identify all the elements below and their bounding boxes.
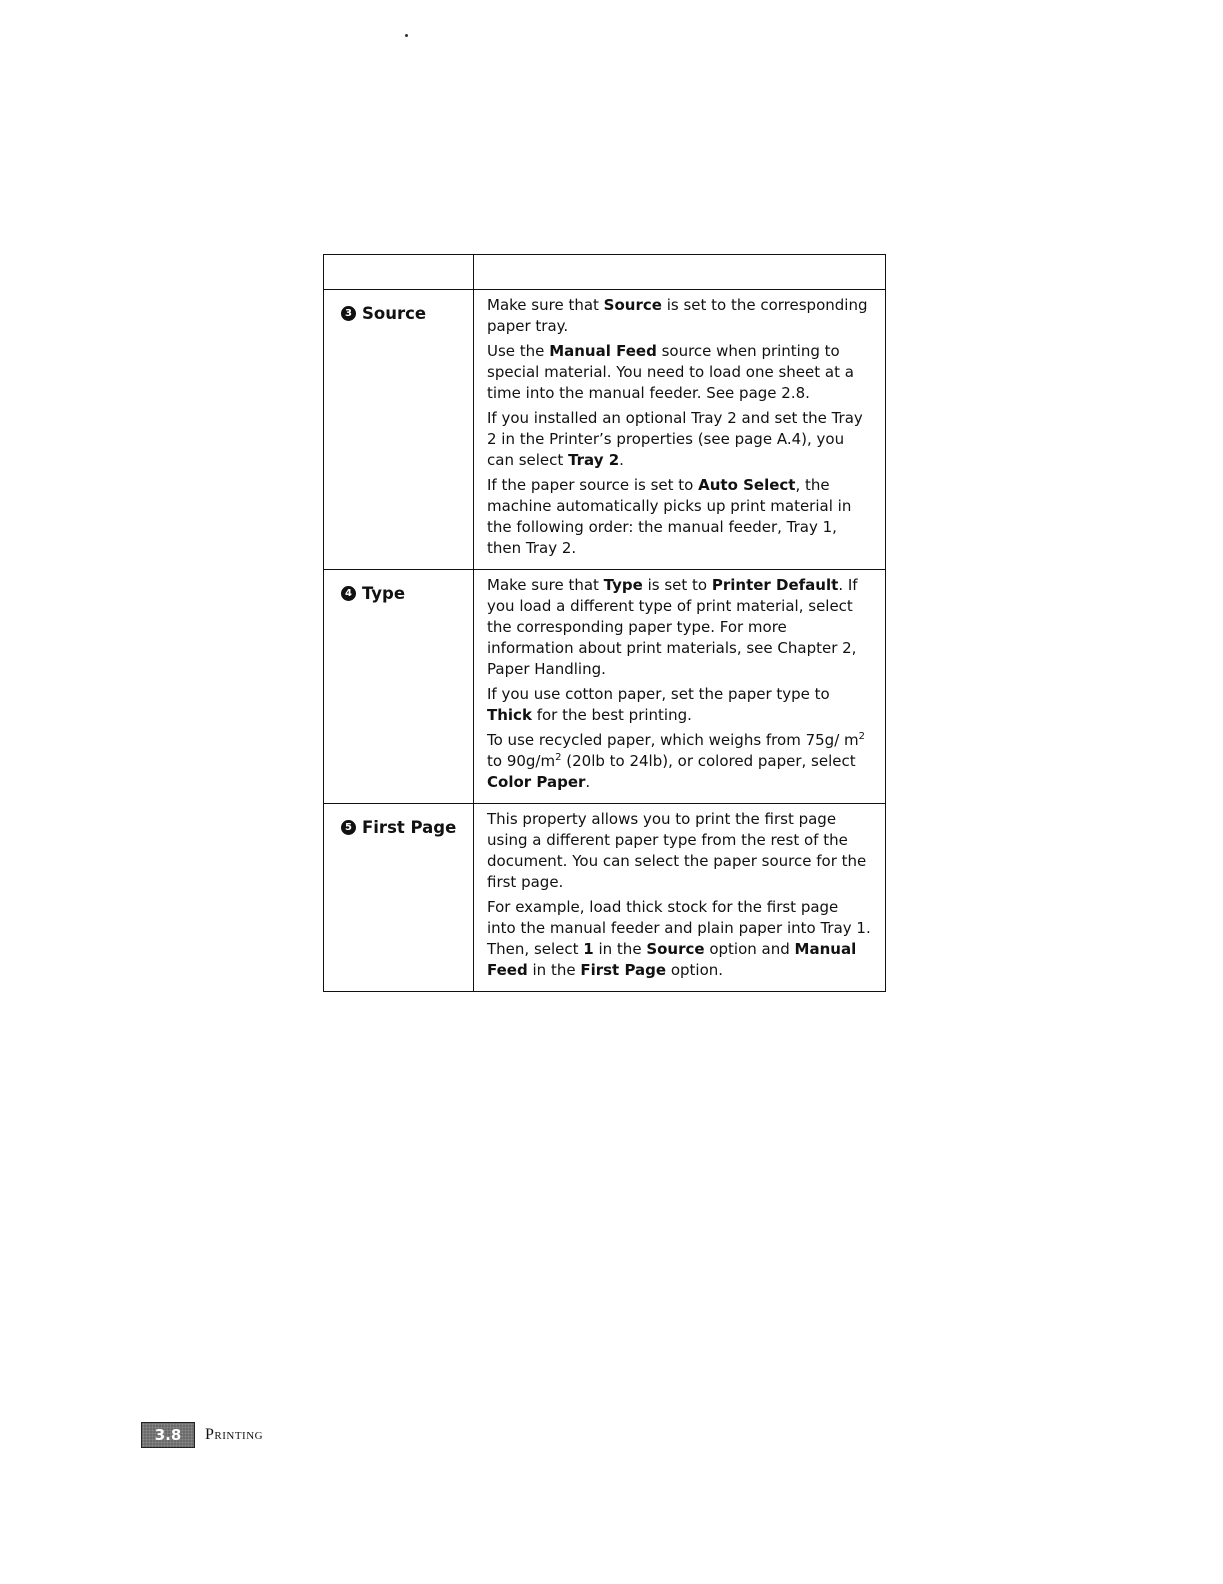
description-paragraph [487,575,871,680]
bold-term: Manual Feed [487,940,857,979]
text-run: option. [666,961,724,979]
text-run: source when printing to special material. You need to load one sheet at a time into the manual feeder. See page 2.8. [487,342,854,402]
text-run: is set to the corresponding paper tray. [487,296,868,335]
text-run: If the paper source is set to [487,476,699,494]
bold-term: Auto Select [698,476,796,494]
description-paragraph [487,730,871,793]
table-row [324,570,886,804]
table-row [324,290,886,570]
bold-term: Type [603,576,643,594]
description-paragraph [487,295,871,337]
property-name: Type [362,584,406,603]
text-run: . [619,451,624,469]
bold-term: Source [646,940,705,958]
text-run: option and [704,940,795,958]
text-run: Use the [487,342,550,360]
bold-term: First Page [580,961,667,979]
text-run: . [585,773,591,791]
description-paragraph [487,809,871,893]
bold-term: 1 [583,940,594,958]
text-run: To use recycled paper, which weighs from 75g/ m [487,731,859,749]
description-cell [474,290,886,570]
description-paragraph [487,475,871,559]
bold-term: Printer Default [711,576,839,594]
text-run: Make sure that [487,296,604,314]
text-run: is set to [642,576,712,594]
table-header-row [324,255,886,290]
bold-term: Source [603,296,662,314]
callout-number-icon: 5 [341,820,356,835]
bold-term: Color Paper [487,773,586,791]
section-name: Printing [205,1426,264,1443]
superscript-text: 2 [555,752,562,763]
property-heading [341,818,473,837]
text-run: If you installed an optional Tray 2 and set the Tray 2 in the Printer’s properties (see page A.4), you can select [487,409,863,469]
property-name: First Page [362,818,457,837]
table-row [324,804,886,992]
property-name: Source [362,304,427,323]
text-run: (20lb to 24lb), or colored paper, select [561,752,856,770]
property-heading [341,304,473,323]
text-run: This property allows you to print the first page using a different paper type from the rest of the document. You can select the paper source for the first page. [487,810,867,891]
bold-term: Manual Feed [549,342,657,360]
text-run: If you use cotton paper, set the paper type to [487,685,830,703]
text-run: For example, load thick stock for the first page into the manual feeder and plain paper into Tray 1. Then, select [487,898,871,958]
text-run: . If you load a different type of print material, select the corresponding paper type. For more information about print materials, see Chapter 2, Paper Handling. [487,576,858,678]
property-cell [324,570,474,804]
page-number-badge: 3.8 [141,1422,195,1448]
table-body [324,290,886,992]
property-cell [324,290,474,570]
description-cell [474,570,886,804]
text-run: , the machine automatically picks up print material in the following order: the manual feeder, Tray 1, then Tray 2. [487,476,852,557]
property-cell [324,804,474,992]
description-paragraph [487,684,871,726]
bold-term: Thick [487,706,532,724]
bold-term: Tray 2 [568,451,620,469]
property-heading [341,584,473,603]
description-cell [474,804,886,992]
callout-number-icon: 4 [341,586,356,601]
page-footer [141,1422,263,1448]
description-paragraph [487,897,871,981]
callout-number-icon: 3 [341,306,356,321]
superscript-text: 2 [858,731,865,742]
stray-mark [405,34,408,37]
header-description [474,255,886,290]
header-property [324,255,474,290]
text-run: for the best printing. [531,706,692,724]
description-paragraph [487,341,871,404]
text-run: Make sure that [487,576,604,594]
text-run: in the [593,940,647,958]
text-run: to 90g/m [487,752,556,770]
description-paragraph [487,408,871,471]
text-run: in the [527,961,581,979]
property-table [323,254,886,992]
